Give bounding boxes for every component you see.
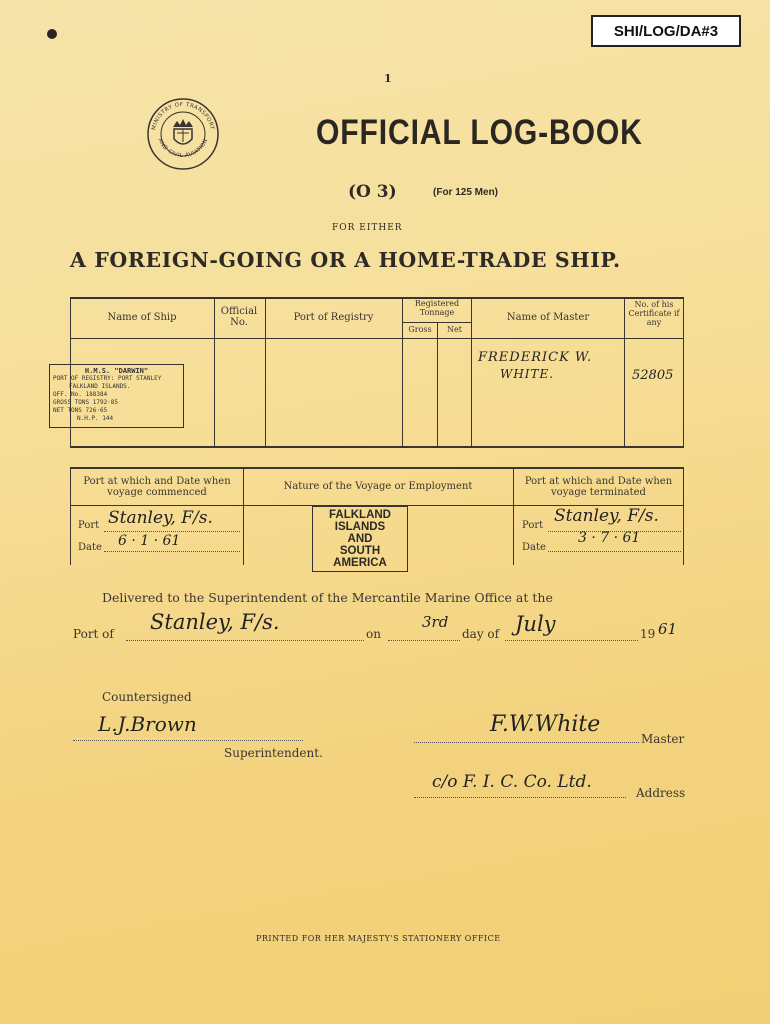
day-of-label: day of: [462, 627, 500, 641]
stamp-line: AMERICA: [333, 557, 387, 569]
header-name-of-ship: Name of Ship: [107, 312, 177, 323]
start-port-label: Port: [78, 520, 100, 531]
header-port-of-registry: Port of Registry: [293, 312, 374, 323]
ministry-seal-icon: [146, 97, 220, 171]
form-code: (O 3): [348, 182, 397, 202]
countersigned-label: Countersigned: [102, 690, 192, 704]
on-label: on: [366, 627, 381, 641]
printer-footer: PRINTED FOR HER MAJESTY'S STATIONERY OFFICE: [256, 934, 501, 943]
header-voyage-nature: Nature of the Voyage or Employment: [283, 481, 473, 492]
header-certificate-no: No. of his Certificate if any: [628, 300, 680, 327]
header-net: Net: [447, 325, 462, 334]
reference-tag: SHI/LOG/DA#3: [591, 15, 741, 47]
seal-text-bottom: AND CIVIL AVIATION: [156, 137, 210, 160]
master-name-line1: FREDERICK W.: [478, 350, 593, 365]
year-prefix: 19: [640, 627, 656, 641]
master-label: Master: [641, 732, 685, 746]
form-note: (For 125 Men): [433, 187, 499, 198]
page-number: 1: [384, 72, 392, 85]
address-label: Address: [636, 786, 686, 800]
stamp-line: N.H.P. 144: [77, 415, 114, 422]
end-date-label: Date: [522, 542, 546, 553]
stamp-line: AND: [347, 533, 373, 545]
header-voyage-terminated: Port at which and Date when voyage terminated: [524, 476, 673, 498]
stamp-line: GROSS TONS 1792·85: [53, 399, 119, 406]
master-signature: F.W.White: [490, 712, 601, 737]
end-port-label: Port: [522, 520, 544, 531]
delivery-day-value: 3rd: [422, 613, 449, 631]
stamp-line: NET TONS 726·65: [53, 407, 108, 414]
superintendent-label: Superintendent.: [224, 746, 323, 760]
stamp-line: OFF. No. 188384: [53, 391, 108, 398]
end-date-value: 3 · 7 · 61: [578, 530, 641, 546]
start-date-value: 6 · 1 · 61: [118, 533, 181, 549]
stamp-line: SOUTH: [339, 545, 381, 557]
seal-text-top: MINISTRY OF TRANSPORT: [151, 101, 215, 131]
page-title: OFFICIAL LOG-BOOK: [316, 113, 643, 152]
stamp-line: FALKLAND ISLANDS.: [69, 383, 131, 390]
start-date-label: Date: [78, 542, 102, 553]
header-official-no: Official No.: [220, 306, 258, 328]
start-port-value: Stanley, F/s.: [108, 508, 213, 528]
address-value: c/o F. I. C. Co. Ltd.: [432, 772, 592, 792]
superintendent-signature: L.J.Brown: [98, 712, 197, 736]
subtitle: A FOREIGN-GOING OR A HOME-TRADE SHIP.: [70, 248, 621, 272]
delivery-year-value: 61: [658, 620, 678, 638]
ship-details-stamp: [49, 364, 184, 428]
stamp-line: PORT OF REGISTRY: PORT STANLEY: [53, 375, 162, 382]
header-gross: Gross: [408, 325, 432, 334]
master-name-line2: WHITE.: [500, 367, 555, 381]
punch-hole: [47, 29, 57, 39]
port-of-label: Port of: [73, 627, 114, 641]
stamp-line: H.M.S. "DARWIN": [84, 367, 149, 375]
delivery-port-value: Stanley, F/s.: [150, 610, 280, 634]
stamp-line: ISLANDS: [334, 521, 386, 533]
certificate-value: 52805: [632, 368, 674, 383]
delivery-month-value: July: [515, 612, 556, 636]
header-voyage-commenced: Port at which and Date when voyage commenced: [83, 476, 231, 498]
end-port-value: Stanley, F/s.: [554, 506, 659, 526]
header-name-of-master: Name of Master: [506, 312, 590, 323]
voyage-nature-stamp: [312, 506, 408, 572]
stamp-line: FALKLAND: [329, 509, 391, 521]
delivery-statement: Delivered to the Superintendent of the Mercantile Marine Office at the: [102, 590, 553, 605]
header-registered-tonnage: Registered Tonnage: [414, 299, 460, 317]
for-either-label: FOR EITHER: [332, 223, 403, 233]
